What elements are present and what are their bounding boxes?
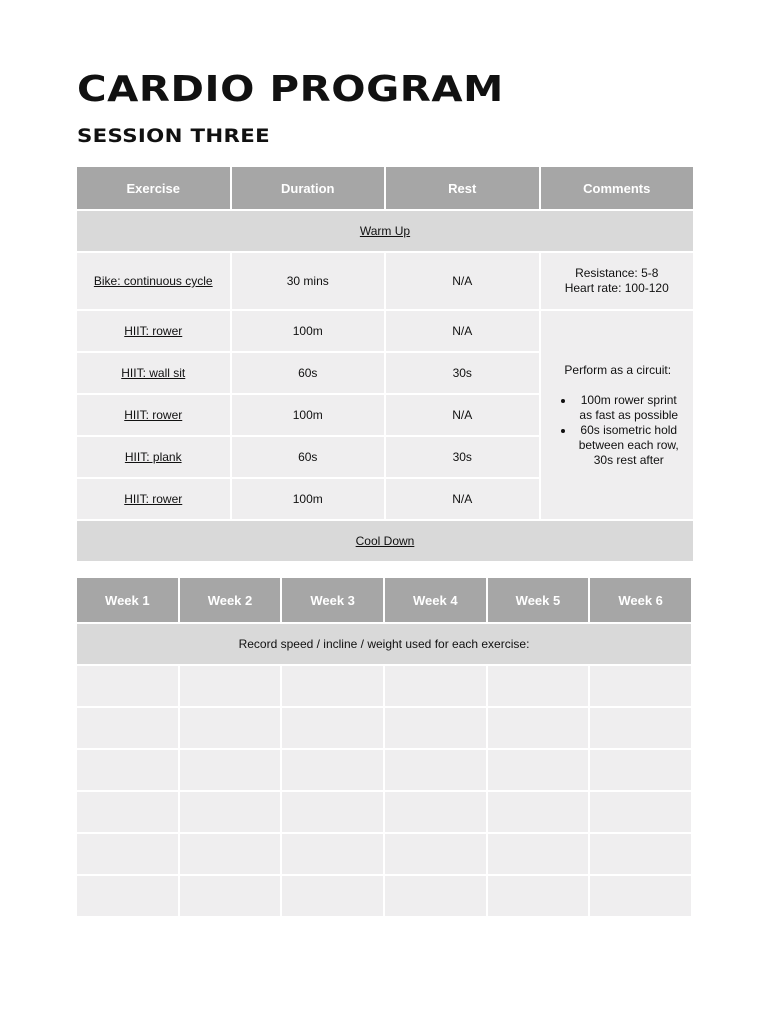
exercise-link[interactable]: HIIT: plank — [124, 450, 182, 464]
tracker-entry-cell[interactable] — [76, 707, 179, 749]
exercise-cell — [76, 394, 231, 436]
tracker-entry-cell[interactable] — [76, 665, 179, 707]
rest-cell: N/A — [385, 252, 540, 310]
comment-line: Resistance: 5-8 — [575, 266, 659, 280]
warm-up-link[interactable]: Warm Up — [359, 224, 411, 238]
tracker-entry-row — [76, 665, 692, 707]
tracker-entry-cell[interactable] — [76, 749, 179, 791]
header-week-3: Week 3 — [281, 577, 384, 623]
exercise-link[interactable]: HIIT: rower — [124, 408, 183, 422]
page-subtitle: SESSION THREE — [77, 125, 270, 147]
warm-up-row — [76, 210, 694, 252]
tracker-entry-cell[interactable] — [589, 707, 692, 749]
rest-cell: 30s — [385, 436, 540, 478]
tracker-entry-cell[interactable] — [487, 665, 590, 707]
cool-down-row — [76, 520, 694, 562]
duration-cell: 100m — [231, 394, 386, 436]
tracker-entry-cell[interactable] — [179, 749, 282, 791]
cool-down-link[interactable]: Cool Down — [355, 534, 415, 548]
comment-line: Heart rate: 100-120 — [564, 281, 669, 295]
duration-cell: 60s — [231, 436, 386, 478]
exercise-cell — [76, 352, 231, 394]
tracker-entry-cell[interactable] — [487, 791, 590, 833]
tracker-entry-cell[interactable] — [384, 707, 487, 749]
rest-cell: N/A — [385, 310, 540, 352]
tracker-entry-row — [76, 833, 692, 875]
tracker-instruction: Record speed / incline / weight used for each exercise: — [76, 623, 692, 665]
tracker-entry-cell[interactable] — [179, 791, 282, 833]
exercise-link[interactable]: Bike: continuous cycle — [93, 274, 213, 288]
tracker-entry-cell[interactable] — [76, 875, 179, 917]
tracker-entry-cell[interactable] — [281, 875, 384, 917]
tracker-entry-cell[interactable] — [384, 791, 487, 833]
tracker-entry-row — [76, 875, 692, 917]
tracker-entry-cell[interactable] — [179, 707, 282, 749]
exercise-cell — [76, 436, 231, 478]
tracker-entry-cell[interactable] — [589, 749, 692, 791]
weekly-tracker-table — [75, 576, 693, 918]
tracker-entry-cell[interactable] — [76, 791, 179, 833]
cool-down-cell — [76, 520, 694, 562]
header-week-5: Week 5 — [487, 577, 590, 623]
tracker-entry-cell[interactable] — [589, 665, 692, 707]
header-week-4: Week 4 — [384, 577, 487, 623]
header-week-6: Week 6 — [589, 577, 692, 623]
tracker-entry-cell[interactable] — [589, 833, 692, 875]
tracker-header-row — [76, 577, 692, 623]
exercise-link[interactable]: HIIT: rower — [124, 324, 183, 338]
warm-up-cell — [76, 210, 694, 252]
rest-cell: 30s — [385, 352, 540, 394]
table-row — [76, 310, 694, 352]
comments-cell — [540, 252, 695, 310]
tracker-entry-cell[interactable] — [281, 707, 384, 749]
tracker-entry-cell[interactable] — [281, 665, 384, 707]
tracker-entry-cell[interactable] — [384, 749, 487, 791]
exercise-cell — [76, 478, 231, 520]
circuit-list — [575, 393, 684, 468]
tracker-entry-row — [76, 749, 692, 791]
tracker-entry-cell[interactable] — [281, 749, 384, 791]
tracker-entry-row — [76, 791, 692, 833]
program-table — [75, 165, 695, 563]
header-comments: Comments — [540, 166, 695, 210]
tracker-entry-cell[interactable] — [281, 833, 384, 875]
tracker-entry-cell[interactable] — [487, 707, 590, 749]
duration-cell: 100m — [231, 478, 386, 520]
tracker-entry-cell[interactable] — [179, 875, 282, 917]
header-week-1: Week 1 — [76, 577, 179, 623]
exercise-cell — [76, 310, 231, 352]
circuit-item: • 60s isometric hold between each row, 30s rest after — [575, 423, 684, 468]
tracker-entry-cell[interactable] — [281, 791, 384, 833]
tracker-entry-cell[interactable] — [487, 749, 590, 791]
header-exercise: Exercise — [76, 166, 231, 210]
circuit-intro: Perform as a circuit: — [564, 362, 672, 377]
table-row — [76, 252, 694, 310]
tracker-entry-cell[interactable] — [384, 665, 487, 707]
tracker-entry-cell[interactable] — [589, 791, 692, 833]
exercise-cell — [76, 252, 231, 310]
tracker-entry-cell[interactable] — [384, 833, 487, 875]
exercise-link[interactable]: HIIT: rower — [124, 492, 183, 506]
header-week-2: Week 2 — [179, 577, 282, 623]
tracker-entry-cell[interactable] — [179, 833, 282, 875]
tracker-entry-row — [76, 707, 692, 749]
duration-cell: 100m — [231, 310, 386, 352]
header-duration: Duration — [231, 166, 386, 210]
tracker-entry-cell[interactable] — [589, 875, 692, 917]
program-header-row — [76, 166, 694, 210]
circuit-comments-cell — [540, 310, 695, 520]
exercise-link[interactable]: HIIT: wall sit — [121, 366, 186, 380]
tracker-entry-cell[interactable] — [487, 833, 590, 875]
tracker-entry-cell[interactable] — [487, 875, 590, 917]
duration-cell: 30 mins — [231, 252, 386, 310]
page-title: CARDIO PROGRAM — [77, 69, 504, 110]
rest-cell: N/A — [385, 394, 540, 436]
tracker-instruction-row — [76, 623, 692, 665]
duration-cell: 60s — [231, 352, 386, 394]
tracker-entry-cell[interactable] — [179, 665, 282, 707]
tracker-entry-cell[interactable] — [76, 833, 179, 875]
tracker-entry-cell[interactable] — [384, 875, 487, 917]
circuit-item: • 100m rower sprint as fast as possible — [575, 393, 684, 423]
rest-cell: N/A — [385, 478, 540, 520]
header-rest: Rest — [385, 166, 540, 210]
